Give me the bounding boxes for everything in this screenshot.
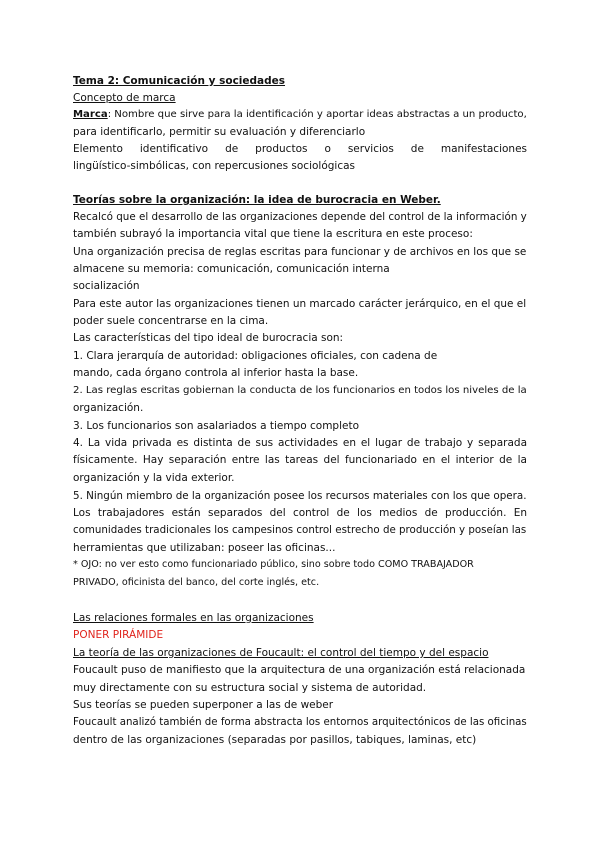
item-1-line-2: mando, cada órgano controla al inferior hasta la base. bbox=[73, 367, 359, 379]
poner-piramide-note: PONER PIRÁMIDE bbox=[73, 629, 164, 641]
relaciones-heading: Las relaciones formales en las organizaciones bbox=[73, 612, 314, 624]
item-2-line-1: 2. Las reglas escritas gobiernan la conducta de los funcionarios en todos los niveles de la bbox=[73, 385, 527, 396]
paragraph-2-line-3: socialización bbox=[73, 280, 140, 292]
item-1-line-1: 1. Clara jerarquía de autoridad: obligaciones oficiales, con cadena de bbox=[73, 350, 438, 362]
item-5-line-1: 5. Ningún miembro de la organización posee los recursos materiales con los que opera. bbox=[73, 490, 527, 502]
item-5-line-4: herramientas que utilizaban: poseer las oficinas... bbox=[73, 542, 336, 554]
foucault-heading: La teoría de las organizaciones de Foucault: el control del tiempo y del espacio bbox=[73, 647, 489, 659]
item-4-line-1: 4. La vida privada es distinta de sus actividades en el lugar de trabajo y separada bbox=[73, 437, 527, 449]
item-5-line-2: Los trabajadores están separados del control de los medios de producción. En bbox=[73, 507, 527, 519]
item-4-line-3: organización y la vida exterior. bbox=[73, 472, 235, 484]
marca-definition-text: : Nombre que sirve para la identificación y aportar ideas abstractas a un producto, bbox=[107, 109, 527, 120]
marca-definition-line-2: para identificarlo, permitir su evaluación y diferenciarlo bbox=[73, 126, 366, 138]
ojo-note-line-2: PRIVADO, oficinista del banco, del corte inglés, etc. bbox=[73, 577, 320, 588]
marca-definition-line-1 bbox=[73, 108, 527, 122]
foucault-line-4: Foucault analizó también de forma abstracta los entornos arquitectónicos de las oficinas bbox=[73, 717, 527, 728]
item-3: 3. Los funcionarios son asalariados a tiempo completo bbox=[73, 420, 360, 432]
foucault-line-5: dentro de las organizaciones (separadas por pasillos, tabiques, laminas, etc) bbox=[73, 734, 477, 746]
item-4-line-2: físicamente. Hay separación entre las tareas del funcionariado en el interior de la bbox=[73, 454, 527, 466]
paragraph-2-line-2: almacene su memoria: comunicación, comunicación interna bbox=[73, 263, 390, 275]
paragraph-2-line-1: Una organización precisa de reglas escritas para funcionar y de archivos en los que se bbox=[73, 246, 527, 258]
ojo-note-line-1: * OJO: no ver esto como funcionariado público, sino sobre todo COMO TRABAJADOR bbox=[73, 559, 474, 570]
paragraph-1-line-1: Recalcó que el desarrollo de las organizaciones depende del control de la información y bbox=[73, 211, 527, 223]
foucault-line-2: muy directamente con su estructura social y sistema de autoridad. bbox=[73, 682, 427, 694]
foucault-line-1: Foucault puso de manifiesto que la arquitectura de una organización está relacionada bbox=[73, 664, 526, 676]
foucault-line-3: Sus teorías se pueden superponer a las de weber bbox=[73, 699, 334, 711]
paragraph-3-line-2: poder suele concentrarse en la cima. bbox=[73, 315, 269, 327]
item-2-line-2: organización. bbox=[73, 402, 144, 414]
paragraph-1-line-2: también subrayó la importancia vital que tiene la escritura en este proceso: bbox=[73, 228, 473, 240]
tema-title: Tema 2: Comunicación y sociedades bbox=[73, 75, 286, 87]
caracteristicas-intro: Las características del tipo ideal de burocracia son: bbox=[73, 332, 344, 344]
marca-label: Marca bbox=[73, 109, 108, 120]
item-5-line-3: comunidades tradicionales los campesinos control estrecho de producción y poseían las bbox=[73, 524, 527, 536]
elemento-line-1: Elemento identificativo de productos o servicios de manifestaciones bbox=[73, 143, 527, 155]
paragraph-3-line-1: Para este autor las organizaciones tienen un marcado carácter jerárquico, en el que el bbox=[73, 298, 527, 310]
concepto-marca-heading: Concepto de marca bbox=[73, 92, 176, 104]
elemento-line-2: lingüístico-simbólicas, con repercusiones sociológicas bbox=[73, 160, 356, 172]
teorias-heading: Teorías sobre la organización: la idea de burocracia en Weber. bbox=[73, 194, 441, 206]
